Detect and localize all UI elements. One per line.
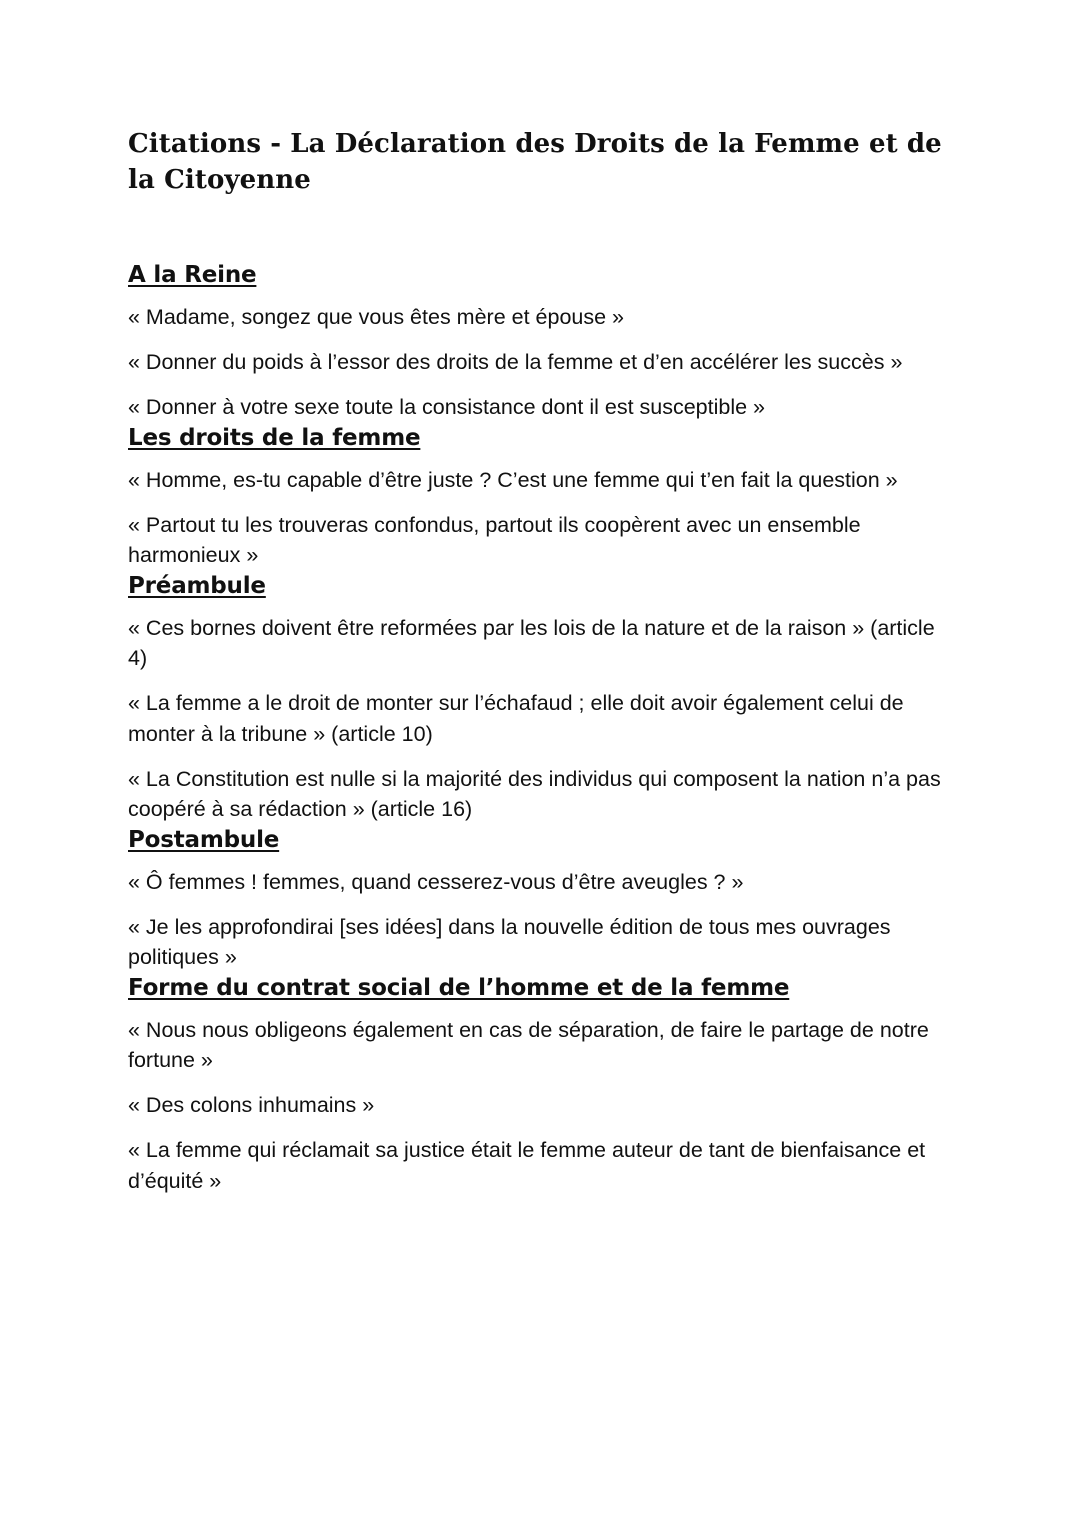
quote: « Nous nous obligeons également en cas de séparation, de faire le partage de notre fortune » xyxy=(128,1017,929,1072)
section-heading: Préambule xyxy=(128,572,266,599)
quote: « Donner à votre sexe toute la consistance dont il est susceptible » xyxy=(128,395,766,419)
quote: « Je les approfondirai [ses idées] dans la nouvelle édition de tous mes ouvrages politiques » xyxy=(128,914,891,969)
section-a-la-reine xyxy=(128,260,958,423)
section-preambule xyxy=(128,571,958,825)
quote: « Ces bornes doivent être reformées par les lois de la nature et de la raison » (article 4) xyxy=(128,615,935,670)
quote: « La femme a le droit de monter sur l’échafaud ; elle doit avoir également celui de monter à la tribune » (article 10) xyxy=(128,691,904,746)
section-heading: Les droits de la femme xyxy=(128,424,421,451)
section-contrat-social xyxy=(128,973,958,1197)
section-heading: Postambule xyxy=(128,826,280,853)
quote: « Ô femmes ! femmes, quand cesserez-vous d’être aveugles ? » xyxy=(128,869,744,894)
quote: « Partout tu les trouveras confondus, partout ils coopèrent avec un ensemble harmonieux » xyxy=(128,512,861,567)
quote: « Donner du poids à l’essor des droits de la femme et d’en accélérer les succès » xyxy=(128,350,903,374)
quote: « La femme qui réclamait sa justice était le femme auteur de tant de bienfaisance et d’équité » xyxy=(128,1138,926,1193)
quote: « Des colons inhumains » xyxy=(128,1093,375,1117)
document-page xyxy=(128,126,958,1202)
section-heading: A la Reine xyxy=(128,262,257,288)
section-postambule xyxy=(128,825,958,973)
section-heading: Forme du contrat social de l’homme et de la femme xyxy=(128,974,790,1001)
quote: « La Constitution est nulle si la majorité des individus qui composent la nation n’a pas coopéré à sa rédaction » (article 16) xyxy=(128,766,941,821)
section-droits-de-la-femme xyxy=(128,423,958,571)
quote: « Homme, es-tu capable d’être juste ? C’est une femme qui t’en fait la question » xyxy=(128,467,898,492)
quote: « Madame, songez que vous êtes mère et épouse » xyxy=(128,305,625,329)
document-title: Citations - La Déclaration des Droits de la Femme et de la Citoyenne xyxy=(128,129,942,195)
